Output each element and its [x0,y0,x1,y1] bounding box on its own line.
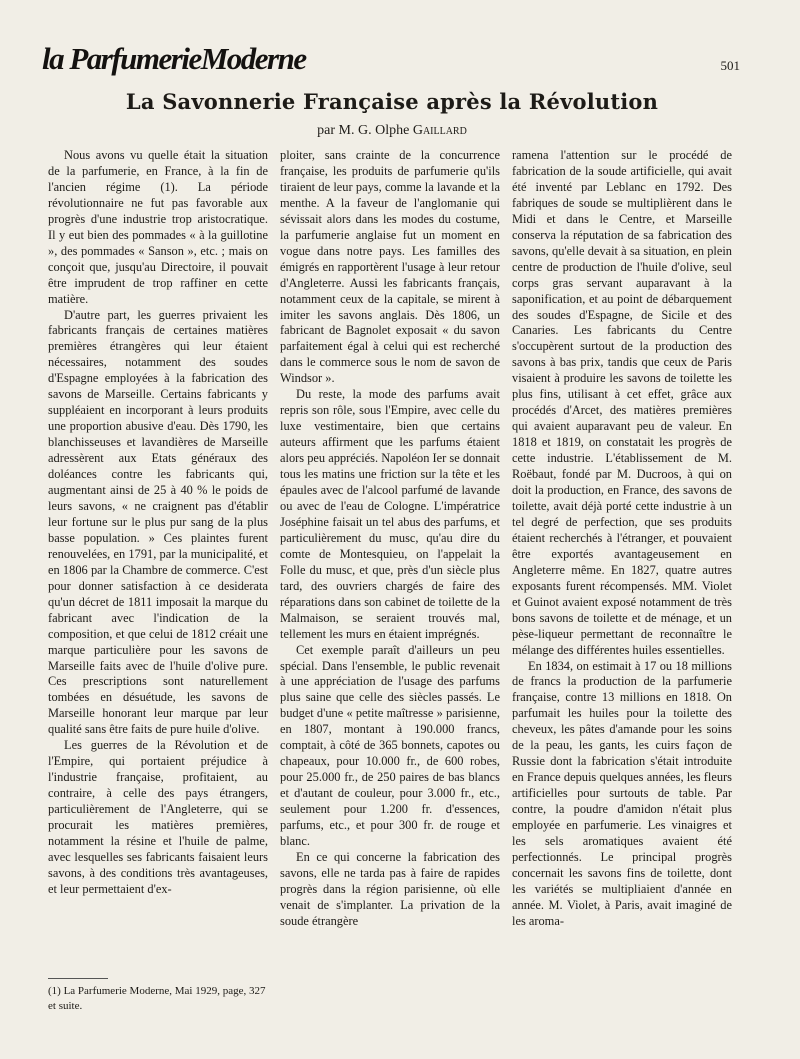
column-3 [512,148,732,930]
byline [42,122,742,140]
paragraph: En 1834, on estimait à 17 ou 18 millions de francs la production de la parfumerie française, contre 13 millions en 1818. On parfumait les huiles pour la toilette des cheveux, les pâtes d'amande pour les soins de la peau, les gants, les cuirs façon de Russie dont la fabrication s'était introduite en France depuis quelques années, les fleurs artificielles pour surtouts de table. Par contre, la poudre d'amidon n'était plus employée en parfumerie. Les vinaigres et les sels aromatiques avaient été perfectionnés. Le principal progrès concernait les savons fins de toilette, dont les variétés se multipliaient d'année en année. M. Violet, à Paris, avait imaginé de les aroma- [512,658,732,928]
paragraph: Nous avons vu quelle était la situation de la parfumerie, en France, à la fin de l'ancien régime (1). La période révolutionnaire ne fut pas favorable aux progrès d'une industrie trop aristocratique. Il y eut bien des pommades « à la guillotine », des pommades « Sanson », etc. ; mais on conçoit que, jusqu'au Directoire, il pouvait être imprudent de trop raffiner en cette matière. [48,148,268,306]
page-number: 501 [720,58,740,73]
footnote-rule [48,978,108,979]
paragraph: ploiter, sans crainte de la concurrence française, les produits de parfumerie qu'ils tiraient de leur pays, comme la lavande et la menthe. A la faveur de l'anglomanie qui sévissait alors dans les modes du costume, la parfumerie anglaise fut un moment en vogue dans notre pays. Les familles des émigrés en rapportèrent l'usage à leur retour d'Angleterre. Aussi les fabricants français, notamment ceux de la capitale, se mirent à imiter les savons anglais. Dès 1806, un fabricant de Bagnolet exposait « du savon parfaitement égal à celui qui est recherché dans le commerce sous le nom de savon de Windsor ». [280,148,500,386]
column-2 [280,148,500,930]
paragraph: ramena l'attention sur le procédé de fabrication de la soude artificielle, qui avait été inventé par Leblanc en 1792. Des fabriques de soude se multiplièrent dans le Midi et dans le Centre, et Marseille conserva la réputation de sa fabrication des savons, qu'elle devait à sa situation, en plein centre de production de l'huile d'olive, seul corps gras servant auparavant à la saponification, et au point de débarquement des soudes d'Espagne, de Sicile et des Canaries. Les fabricants du Centre s'occupèrent surtout de la production des savons à bas prix, tandis que ceux de Paris visaient à produire les savons de toilette les plus fins, utilisant à cet effet, grâce aux procédés d'Arcet, des matières premières qui avaient auparavant peu de valeur. En 1818 et 1819, on constatait les progrès de cette industrie. L'établissement de M. Roëbaut, fondé par M. Ducroos, à qui on doit la production, en France, des savons de toilette, avait déjà porté cette industrie à un tel degré de perfection, que ses produits étaient recherchés à l'étranger, et pouvaient être exportés avantageusement en Angleterre même. En 1827, quatre autres exposants furent récompensés. MM. Violet et Guinot avaient exposé notamment de très bons savons de toilette et de ménage, et un pèse-liqueur permettant de reconnaître le mélange des différentes huiles essentielles. [512,148,732,657]
column-1 [48,148,268,898]
footnote: (1) La Parfumerie Moderne, Mai 1929, page, 327 et suite. [48,985,266,1012]
byline-prefix: par M. G. Olphe [317,123,410,138]
paragraph: Les guerres de la Révolution et de l'Empire, qui portaient préjudice à l'industrie française, profitaient, au contraire, à celle des pays étrangers, particulièrement de l'Angleterre, qui se procurait les matières premières, notamment la résine et l'huile de palme, avec lesquelles ses fabricants faisaient leurs savons, à des conditions très avantageuses, et leur permettaient d'ex- [48,738,268,896]
paragraph: D'autre part, les guerres privaient les fabricants français de certaines matières premières étrangères qui leur étaient nécessaires, notamment des soudes d'Espagne employées à la fabrication des savons de Marseille. Certains fabricants y suppléaient en incorporant à leurs produits une proportion abusive d'eau. Dès 1790, les blanchisseuses et lavandières de Marseille adressèrent aux Etats généraux des doléances contre les fabricants qui, augmentant ainsi de 25 à 40 % le poids de leurs savons, « ne craignent pas d'établir leur fortune sur le plus pur sang de la plus basse population. » Ces plaintes furent renouvelées, en 1791, par la municipalité, et en 1806 par la Chambre de commerce. C'est pour donner satisfaction à ce desiderata qu'un décret de 1811 imposait la marque du fabricant avec l'indication de la composition, et que celui de 1812 créait une marque particulière pour les savons de Marseille faits avec de l'huile d'olive pure. Ces prescriptions sont naturellement tombées en désuétude, les savons de Marseille honorant leur marque par leur qualité sans être faits de pure huile d'olive. [48,307,268,737]
paragraph: Cet exemple paraît d'ailleurs un peu spécial. Dans l'ensemble, le public revenait à une appréciation de l'usage des parfums plus saine que celle des siècles passés. Le budget d'une « petite maîtresse » parisienne, en 1807, montant à 190.000 francs, comptait, à côté de 365 bonnets, capotes ou chapeaux, pour 10.000 fr., de 600 robes, pour 25.000 fr., de 250 paires de bas blancs et d'autant de couleur, pour 3.000 fr., etc., seulement pour 1.200 fr. d'essences, parfums, etc., et pour 300 fr. de rouge et blanc. [280,642,500,848]
article-title: La Savonnerie Française après la Révolution [125,89,659,114]
masthead-logo: la ParfumerieModerne [42,41,306,76]
byline-author-surname: Gaillard [412,123,467,138]
paragraph: En ce qui concerne la fabrication des savons, elle ne tarda pas à faire de rapides progrès dans la région parisienne, où elle venait de s'implanter. La privation de la soude étrangère [280,849,500,928]
paragraph: Du reste, la mode des parfums avait repris son rôle, sous l'Empire, avec celle du luxe vestimentaire, bien que certains auteurs affirment que les parfums étaient alors peu appréciés. Napoléon Ier se donnait tous les matins une friction sur la tête et les épaules avec de l'alcool parfumé de lavande ou avec de l'eau de Cologne. L'impératrice Joséphine faisait un tel abus des parfums, et particulièrement du musc, qu'au dire du comte de Montesquieu, on l'appelait la Folle du musc, et que, près d'un siècle plus tard, des ouvriers chargés de faire des réparations dans son cabinet de toilette de la Malmaison, se seraient trouvés mal, tellement les murs en étaient imprégnés. [280,387,500,641]
